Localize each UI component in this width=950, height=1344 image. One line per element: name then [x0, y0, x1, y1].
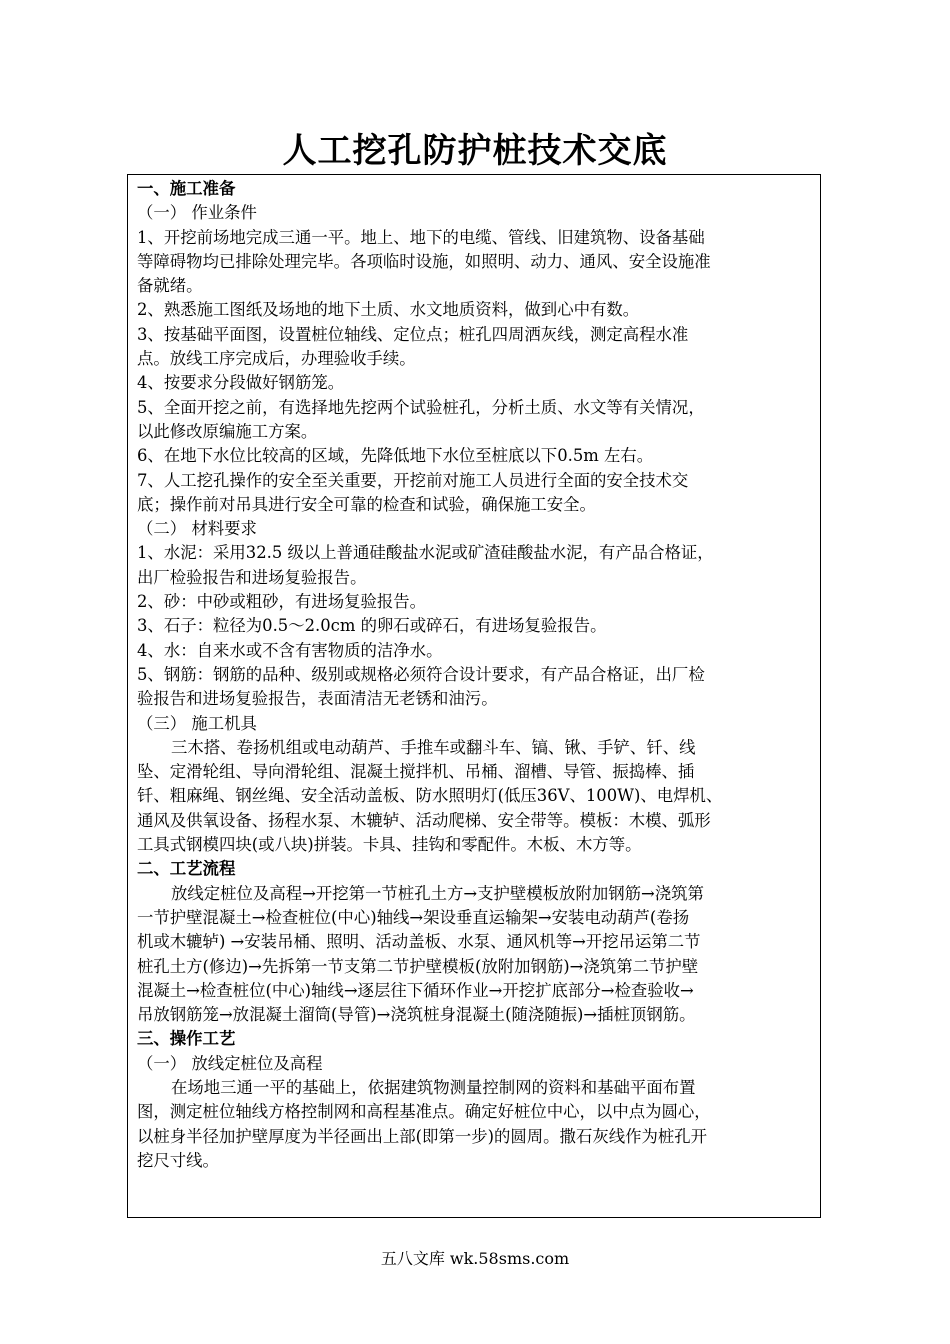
text-line: 3、按基础平面图，设置桩位轴线、定位点；桩孔四周洒灰线，测定高程水准 — [137, 324, 689, 344]
text-line: 3、石子：粒径为0.5～2.0cm 的卵石或碎石，有进场复验报告。 — [137, 616, 607, 636]
section-heading: 一、施工准备 — [137, 179, 236, 198]
text-line: （一） 作业条件 — [137, 203, 257, 223]
text-line: 通风及供氧设备、扬程水泵、木辘轳、活动爬梯、安全带等。模板：木模、弧形 — [137, 810, 711, 830]
text-line: 6、在地下水位比较高的区域，先降低地下水位至桩底以下0.5m 左右。 — [137, 446, 654, 466]
text-line: 2、砂：中砂或粗砂，有进场复验报告。 — [137, 592, 427, 612]
content-table-box — [127, 174, 821, 1218]
text-line: 机或木辘轳) →安装吊桶、照明、活动盖板、水泵、通风机等→开挖吊运第二节 — [137, 932, 701, 952]
text-line: 吊放钢筋笼→放混凝土溜筒(导管)→浇筑桩身混凝土(随浇随振)→插桩顶钢筋。 — [137, 1005, 696, 1025]
text-line: 1、开挖前场地完成三通一平。地上、地下的电缆、管线、旧建筑物、设备基础 — [137, 227, 705, 247]
text-line: 4、按要求分段做好钢筋笼。 — [137, 373, 345, 393]
text-line: 桩孔土方(修边)→先拆第一节支第二节护壁模板(放附加钢筋)→浇筑第二节护壁 — [137, 956, 699, 976]
text-line: 等障碍物均已排除处理完毕。各项临时设施，如照明、动力、通风、安全设施准 — [137, 251, 711, 271]
text-line: 7、人工挖孔操作的安全至关重要，开挖前对施工人员进行全面的安全技术交 — [137, 470, 689, 490]
document-title: 人工挖孔防护桩技术交底 — [282, 131, 668, 171]
text-line: 放线定桩位及高程→开挖第一节桩孔土方→支护壁模板放附加钢筋→浇筑第 — [171, 883, 704, 903]
text-line: 4、水：自来水或不含有害物质的洁净水。 — [137, 640, 443, 660]
text-line: （二） 材料要求 — [137, 519, 257, 539]
text-line: 出厂检验报告和进场复验报告。 — [137, 567, 367, 587]
text-line: （三） 施工机具 — [137, 713, 257, 733]
text-line: 1、水泥：采用32.5 级以上普通硅酸盐水泥或矿渣硅酸盐水泥，有产品合格证， — [137, 543, 714, 563]
text-line: 点。放线工序完成后，办理验收手续。 — [137, 349, 416, 369]
text-line: 5、钢筋：钢筋的品种、级别或规格必须符合设计要求，有产品合格证，出厂检 — [137, 664, 705, 684]
section-heading: 二、工艺流程 — [137, 859, 236, 879]
text-line: 在场地三通一平的基础上，依据建筑物测量控制网的资料和基础平面布置 — [171, 1077, 696, 1097]
text-line: 图，测定桩位轴线方格控制网和高程基准点。确定好桩位中心，以中点为圆心， — [137, 1102, 711, 1122]
text-line: 验报告和进场复验报告，表面清洁无老锈和油污。 — [137, 689, 498, 709]
text-line: 底；操作前对吊具进行安全可靠的检查和试验，确保施工安全。 — [137, 494, 596, 514]
text-line: （一） 放线定桩位及高程 — [137, 1053, 323, 1073]
text-line: 挖尺寸线。 — [137, 1150, 219, 1170]
text-line: 混凝土→检查桩位(中心)轴线→逐层往下循环作业→开挖扩底部分→检查验收→ — [137, 980, 694, 1000]
text-line: 坠、定滑轮组、导向滑轮组、混凝土搅拌机、吊桶、溜槽、导管、振捣棒、插 — [137, 762, 695, 782]
footer-watermark: 五八文库 wk.58sms.com — [380, 1249, 570, 1268]
section-heading: 三、操作工艺 — [137, 1029, 236, 1049]
text-line: 备就绪。 — [137, 276, 203, 296]
text-line: 三木搭、卷扬机组或电动葫芦、手推车或翻斗车、镐、锹、手铲、钎、线 — [171, 737, 696, 757]
text-line: 以桩身半径加护壁厚度为半径画出上部(即第一步)的圆周。撒石灰线作为桩孔开 — [137, 1126, 708, 1146]
text-line: 以此修改原编施工方案。 — [137, 421, 318, 441]
text-line: 5、全面开挖之前，有选择地先挖两个试验桩孔，分析土质、水文等有关情况， — [137, 397, 705, 417]
text-line: 2、熟悉施工图纸及场地的地下土质、水文地质资料，做到心中有数。 — [137, 300, 640, 320]
text-line: 钎、粗麻绳、钢丝绳、安全活动盖板、防水照明灯(低压36V、100W)、电焊机、 — [137, 786, 723, 806]
text-line: 一节护壁混凝土→检查桩位(中心)轴线→架设垂直运输架→安装电动葫芦(卷扬 — [137, 907, 690, 927]
text-line: 工具式钢模四块(或八块)拼装。卡具、挂钩和零配件。木板、木方等。 — [137, 835, 642, 855]
